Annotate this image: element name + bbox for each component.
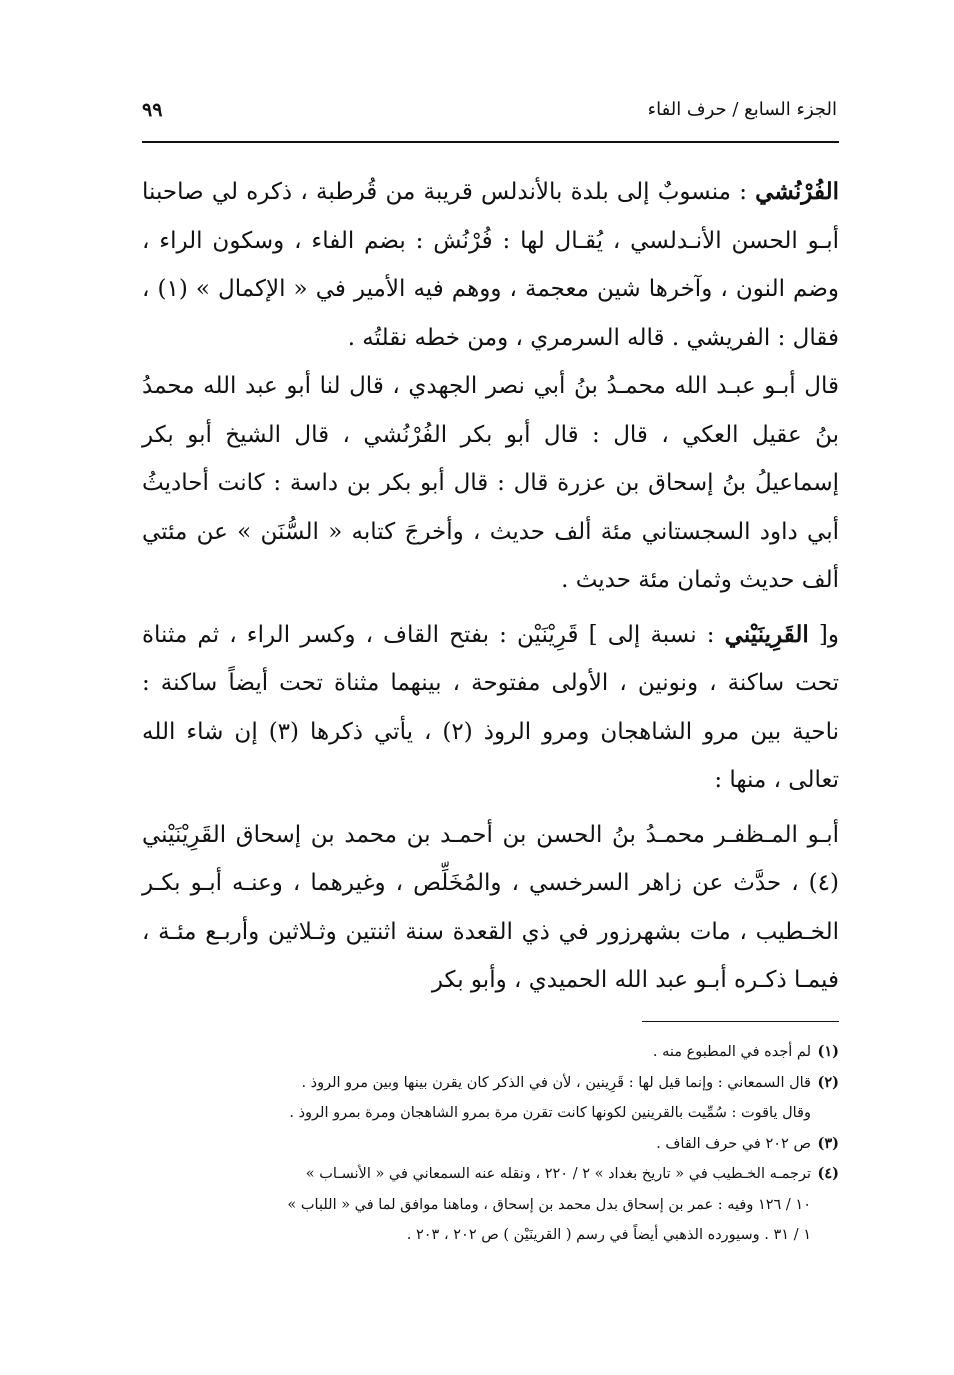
header-rule	[142, 141, 839, 143]
entry-keyword-qarinayni: القَرِينَيْني	[724, 620, 809, 648]
footnote-text: لم أجده في المطبوع منه .	[652, 1044, 811, 1060]
footnote-text: ترجمـه الخـطيب في « تاريخ بغداد » ٢ / ٢٢٠ ، ونقله عنه السمعاني في « الأنسـاب »	[305, 1166, 811, 1182]
footnote-text-continued: وقال ياقوت : سُمِّيت بالقرينين لكونها كانت تقرن مرة بمرو الشاهجان ومرة بمرو الروذ .	[289, 1105, 811, 1121]
entry-qarinayni	[142, 611, 839, 805]
paragraph-isnad: قال أبـو عبـد الله محمـدُ بنُ أبي نصر الجهدي ، قال لنا أبو عبد الله محمدُ بنُ عقيل العكي ، قال : قال أبو بكر الفُرْنُشي ، قال الشيخ أبو بكر إسماعيلُ بنُ إسحاق بن عزرة قال : قال أبو بكر بن داسة : كانت أحاديثُ أبي داود السجستاني مئة ألف حديث ، وأخرجَ كتابه « السُّنَن » عن مئتي ألف حديث وثمان مئة حديث .	[142, 373, 839, 593]
footnote-text-continued: ١٠ / ١٢٦ وفيه : عمر بن إسحاق بدل محمد بن إسحاق ، وماهنا موافق لما في « اللباب »	[287, 1196, 811, 1213]
footnote-rule	[642, 1021, 839, 1022]
footnote-text: قال السمعاني : وإنما قيل لها : قَرِينين ، لأن في الذكر كان يقرن بينها وبين مرو الروذ .	[301, 1074, 811, 1091]
entry-text-qarinayni: : نسبة إلى ] قَرِيْنَيْن : بفتح القاف ، وكسر الراء ، ثم مثناة تحت ساكنة ، ونونين ، الأولى مفتوحة ، بينهما مثناة تحت أيضاً ساكنة : ناحية بين مرو الشاهجان ومرو الروذ (٢) ، يأتي ذكرها (٣) إن شاء الله تعالى ، منها :	[142, 621, 839, 793]
entry-furnushi	[142, 168, 839, 362]
footnote-text-continued: ١ / ٣١ . وسيورده الذهبي أيضاً في رسم ( القرينَيْن ) ص ٢٠٢ ، ٢٠٣ .	[406, 1227, 811, 1243]
footnote-number: (٣)	[817, 1134, 839, 1152]
running-title: الجزء السابع / حرف الفاء	[647, 99, 837, 120]
footnote-number: (٤)	[817, 1165, 839, 1182]
entry-keyword-furnushi: الفُرْنُشي	[755, 178, 839, 205]
footnote-4	[142, 1159, 839, 1251]
footnote-2	[142, 1068, 839, 1129]
entry-prefix-qarinayni: و[	[808, 621, 839, 648]
footnote-number: (٢)	[817, 1073, 839, 1091]
entry-text-furnushi: : منسوبٌ إلى بلدة بالأندلس قريبة من قُرطبة ، ذكره لي صاحبنا أبـو الحسن الأنـدلسي ، يُقـال لها : فُرْنُش : بضم الفاء ، وسكون الراء ، وضم النون ، وآخرها شين معجمة ، ووهم فيه الأمير في « الإكمال » (١) ، فقال : الفريشي . قاله السرمري ، ومن خطه نقلتُه .	[142, 179, 839, 351]
footnote-1	[142, 1037, 839, 1068]
footnote-text: ص ٢٠٢ في حرف القاف .	[656, 1135, 811, 1152]
footnote-number: (١)	[817, 1043, 839, 1060]
running-header	[142, 93, 837, 127]
main-text	[142, 168, 839, 1005]
paragraph-abu-al-muzaffar: أبـو المـظفـر محمـدُ بنُ الحسن بن أحمـد بن محمد بن إسحاق القَرِيْنَيْني (٤) ، حدَّث عن زاهر السرخسي ، والمُخَلِّص ، وغيرهما ، وعنـه أبـو بكـر الخـطيب ، مات بشهرزور في ذي القعدة سنة اثنتين وثـلاثين وأربـع مئـة ، فيمـا ذكـره أبـو عبد الله الحميدي ، وأبو بكر	[142, 821, 839, 993]
footnotes	[142, 1037, 839, 1251]
page-number: ٩٩	[142, 99, 163, 121]
footnote-3	[142, 1129, 839, 1160]
